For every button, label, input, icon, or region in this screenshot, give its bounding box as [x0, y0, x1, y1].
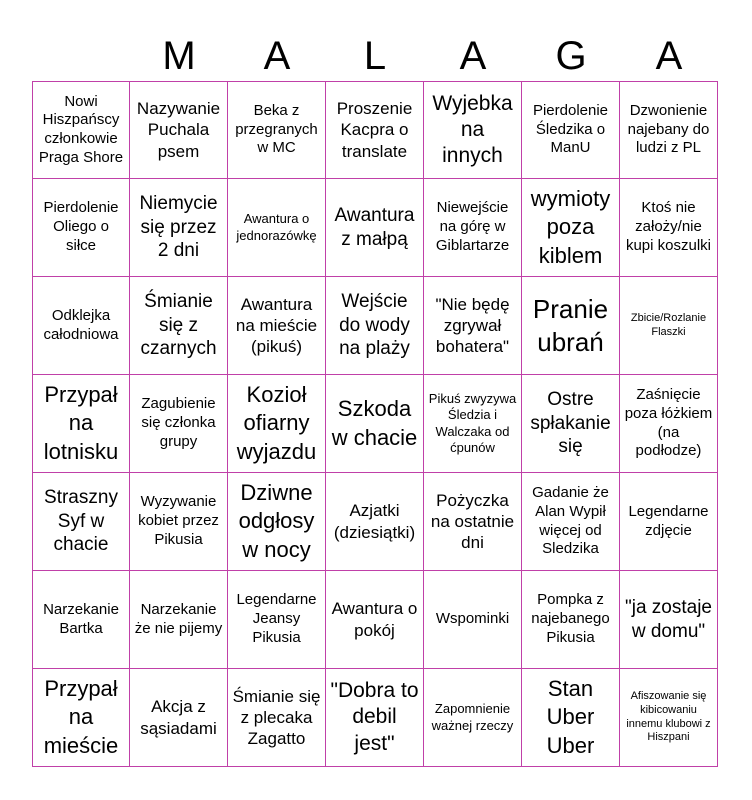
bingo-cell[interactable]: Beka z przegranych w MC — [228, 81, 326, 179]
bingo-cell[interactable]: wymioty poza kiblem — [522, 179, 620, 277]
bingo-cell[interactable]: Kozioł ofiarny wyjazdu — [228, 375, 326, 473]
bingo-cell[interactable]: Zaśnięcie poza łóżkiem (na podłodze) — [620, 375, 718, 473]
bingo-cell[interactable]: Afiszowanie się kibicowaniu innemu klubowi z Hiszpani — [620, 669, 718, 767]
bingo-cell[interactable]: Nazywanie Puchala psem — [130, 81, 228, 179]
bingo-cell[interactable]: Zapomnienie ważnej rzeczy — [424, 669, 522, 767]
bingo-cell[interactable]: Niemycie się przez 2 dni — [130, 179, 228, 277]
bingo-cell[interactable]: Wyzywanie kobiet przez Pikusia — [130, 473, 228, 571]
bingo-cell[interactable]: Narzekanie Bartka — [32, 571, 130, 669]
bingo-cell[interactable]: Straszny Syf w chacie — [32, 473, 130, 571]
bingo-cell[interactable]: Szkoda w chacie — [326, 375, 424, 473]
bingo-cell[interactable]: Przypał na mieście — [32, 669, 130, 767]
bingo-cell[interactable]: Ostre spłakanie się — [522, 375, 620, 473]
bingo-cell[interactable]: Wspominki — [424, 571, 522, 669]
bingo-cell[interactable]: Wejście do wody na plaży — [326, 277, 424, 375]
bingo-cell[interactable]: Dziwne odgłosy w nocy — [228, 473, 326, 571]
title-letter: G — [555, 33, 587, 78]
title-letter: A — [655, 33, 683, 78]
title-letter: A — [459, 33, 487, 78]
bingo-cell[interactable]: Gadanie że Alan Wypił więcej od Sledzika — [522, 473, 620, 571]
bingo-cell[interactable]: "ja zostaje w domu" — [620, 571, 718, 669]
bingo-cell[interactable]: Wyjebka na innych — [424, 81, 522, 179]
bingo-cell[interactable]: Nowi Hiszpańscy członkowie Praga Shore — [32, 81, 130, 179]
bingo-cell[interactable]: Narzekanie że nie pijemy — [130, 571, 228, 669]
bingo-grid — [32, 81, 718, 767]
title-row — [32, 30, 718, 82]
bingo-cell[interactable]: Odklejka całodniowa — [32, 277, 130, 375]
bingo-cell[interactable]: "Nie będę zgrywał bohatera" — [424, 277, 522, 375]
title-letter: A — [263, 33, 291, 78]
bingo-cell[interactable]: Pożyczka na ostatnie dni — [424, 473, 522, 571]
bingo-cell[interactable]: Awantura o jednorazówkę — [228, 179, 326, 277]
bingo-cell[interactable]: Akcja z sąsiadami — [130, 669, 228, 767]
bingo-cell[interactable]: Ktoś nie założy/nie kupi koszulki — [620, 179, 718, 277]
bingo-cell[interactable]: Stan Uber Uber — [522, 669, 620, 767]
bingo-cell[interactable]: Pierdolenie Oliego o siłce — [32, 179, 130, 277]
bingo-cell[interactable]: Azjatki (dziesiątki) — [326, 473, 424, 571]
bingo-cell[interactable]: Pompka z najebanego Pikusia — [522, 571, 620, 669]
bingo-cell[interactable]: Proszenie Kacpra o translate — [326, 81, 424, 179]
title-letter — [32, 30, 130, 82]
bingo-cell[interactable]: Pikuś zwyzywa Śledzia i Walczaka od ćpunów — [424, 375, 522, 473]
bingo-cell[interactable]: Awantura z małpą — [326, 179, 424, 277]
bingo-cell[interactable]: Śmianie się z plecaka Zagatto — [228, 669, 326, 767]
title-letter: L — [363, 33, 387, 78]
title-letter: M — [162, 33, 196, 78]
bingo-cell[interactable]: Niewejście na górę w Giblartarze — [424, 179, 522, 277]
bingo-cell[interactable]: Zbicie/Rozlanie Flaszki — [620, 277, 718, 375]
bingo-cell[interactable]: Awantura o pokój — [326, 571, 424, 669]
bingo-cell[interactable]: "Dobra to debil jest" — [326, 669, 424, 767]
bingo-cell[interactable]: Dzwonienie najebany do ludzi z PL — [620, 81, 718, 179]
bingo-cell[interactable]: Awantura na mieście (pikuś) — [228, 277, 326, 375]
bingo-cell[interactable]: Pierdolenie Śledzika o ManU — [522, 81, 620, 179]
bingo-cell[interactable]: Legendarne Jeansy Pikusia — [228, 571, 326, 669]
bingo-cell[interactable]: Legendarne zdjęcie — [620, 473, 718, 571]
bingo-cell[interactable]: Przypał na lotnisku — [32, 375, 130, 473]
bingo-cell[interactable]: Śmianie się z czarnych — [130, 277, 228, 375]
bingo-cell[interactable]: Pranie ubrań — [522, 277, 620, 375]
bingo-cell[interactable]: Zagubienie się członka grupy — [130, 375, 228, 473]
